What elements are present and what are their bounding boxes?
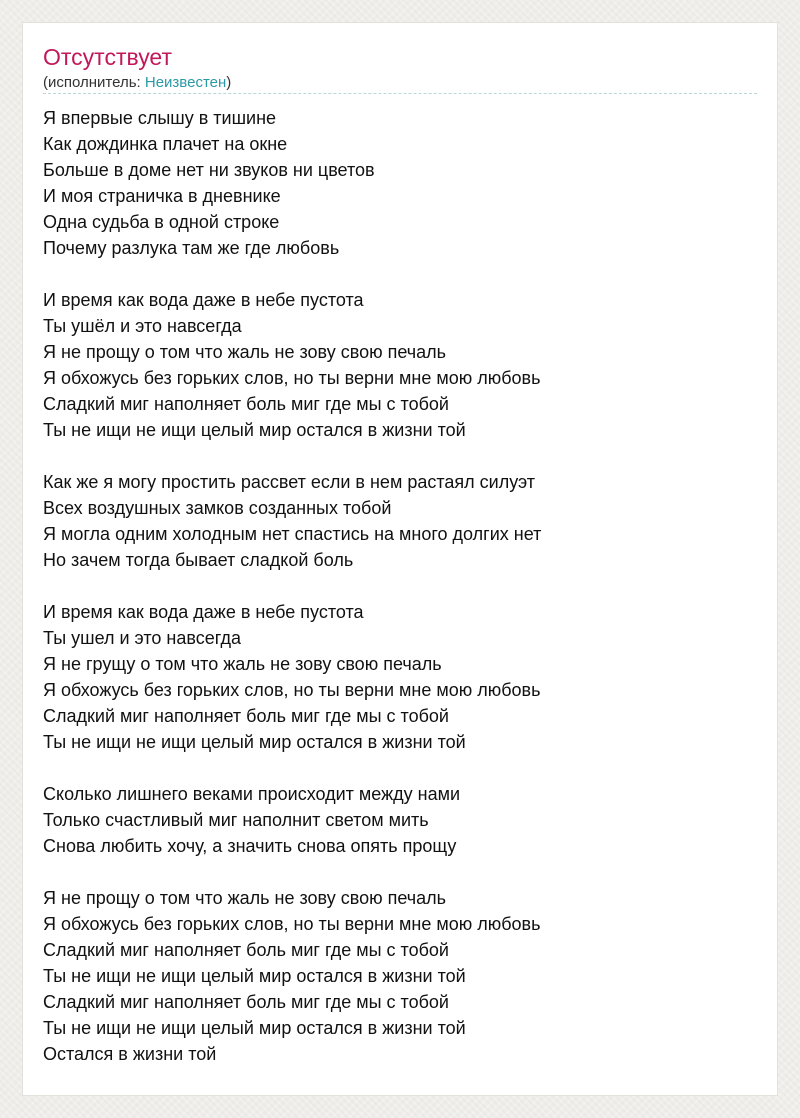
lyric-line: Ты не ищи не ищи целый мир остался в жизни той <box>43 1018 466 1038</box>
lyric-line: Но зачем тогда бывает сладкой боль <box>43 550 354 570</box>
lyric-line: Сладкий миг наполняет боль миг где мы с тобой <box>43 706 449 726</box>
lyric-line: Сладкий миг наполняет боль миг где мы с тобой <box>43 992 449 1012</box>
song-title: Отсутствует <box>43 44 172 70</box>
lyric-line: Ты ушел и это навсегда <box>43 628 241 648</box>
lyrics-stanza <box>43 469 759 573</box>
artist-prefix: (исполнитель: <box>43 74 145 91</box>
lyric-line: Снова любить хочу, а значить снова опять прощу <box>43 836 457 856</box>
lyric-line: Больше в доме нет ни звуков ни цветов <box>43 160 375 180</box>
lyric-line: Как же я могу простить рассвет если в нем растаял силуэт <box>43 472 536 492</box>
lyric-line: Сладкий миг наполняет боль миг где мы с тобой <box>43 940 449 960</box>
artist-link[interactable]: Неизвестен <box>144 74 227 91</box>
lyric-line: Ты ушёл и это навсегда <box>43 316 242 336</box>
artist-suffix: ) <box>226 74 232 91</box>
lyric-line: Ты не ищи не ищи целый мир остался в жизни той <box>43 420 466 440</box>
lyric-line: Я не прощу о том что жаль не зову свою печаль <box>43 342 447 362</box>
lyric-line: И время как вода даже в небе пустота <box>43 602 364 622</box>
lyric-line: Остался в жизни той <box>43 1044 217 1064</box>
lyric-line: Всех воздушных замков созданных тобой <box>43 498 392 518</box>
lyrics-body <box>43 105 759 1093</box>
lyric-line: Сколько лишнего веками происходит между нами <box>43 784 461 804</box>
lyrics-stanza <box>43 287 759 443</box>
lyric-line: Я обхожусь без горьких слов, но ты верни мне мою любовь <box>43 680 541 700</box>
title-divider <box>43 93 757 94</box>
lyrics-stanza <box>43 885 759 1067</box>
lyric-line: И время как вода даже в небе пустота <box>43 290 364 310</box>
lyric-line: Только счастливый миг наполнит светом мить <box>43 810 429 830</box>
lyric-line: Как дождинка плачет на окне <box>43 134 288 154</box>
lyric-line: Я обхожусь без горьких слов, но ты верни мне мою любовь <box>43 368 541 388</box>
lyric-line: Почему разлука там же где любовь <box>43 238 340 258</box>
lyric-line: Одна судьба в одной строке <box>43 212 280 232</box>
lyrics-card <box>22 22 778 1096</box>
lyric-line: Я не прощу о том что жаль не зову свою печаль <box>43 888 447 908</box>
lyrics-stanza <box>43 599 759 755</box>
lyric-line: Сладкий миг наполняет боль миг где мы с тобой <box>43 394 449 414</box>
lyric-line: Я не грущу о том что жаль не зову свою печаль <box>43 654 442 674</box>
lyrics-stanza <box>43 781 759 859</box>
lyric-line: И моя страничка в дневнике <box>43 186 281 206</box>
artist-line <box>43 73 231 93</box>
lyric-line: Я впервые слышу в тишине <box>43 108 277 128</box>
lyrics-stanza <box>43 105 759 261</box>
lyric-line: Я могла одним холодным нет спастись на много долгих нет <box>43 524 542 544</box>
lyric-line: Ты не ищи не ищи целый мир остался в жизни той <box>43 966 466 986</box>
lyric-line: Ты не ищи не ищи целый мир остался в жизни той <box>43 732 466 752</box>
lyric-line: Я обхожусь без горьких слов, но ты верни мне мою любовь <box>43 914 541 934</box>
